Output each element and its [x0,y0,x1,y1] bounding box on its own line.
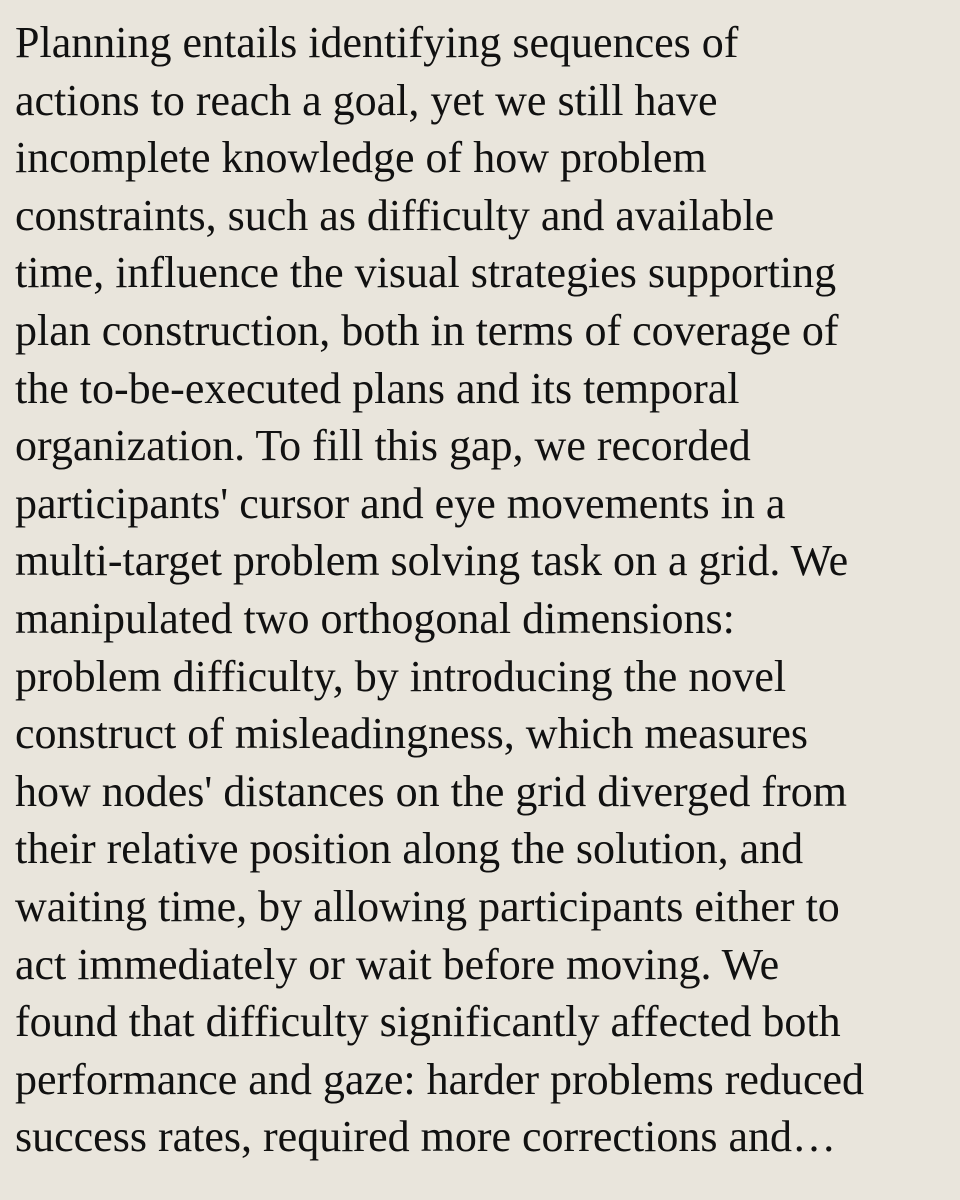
abstract-line-15: their relative position along the solution, and [15,824,804,874]
abstract-text [15,14,950,1166]
abstract-line-11: manipulated two orthogonal dimensions: [15,593,735,643]
abstract-line-14: how nodes' distances on the grid diverged from [15,766,847,816]
abstract-line-9: participants' cursor and eye movements in a [15,478,786,528]
abstract-line-8: organization. To fill this gap, we recorded [15,421,751,471]
abstract-line-4: constraints, such as difficulty and available [15,190,775,240]
abstract-line-13: construct of misleadingness, which measures [15,709,809,759]
abstract-line-6: plan construction, both in terms of coverage of [15,305,839,355]
abstract-line-5: time, influence the visual strategies supporting [15,248,837,298]
abstract-line-12: problem difficulty, by introducing the novel [15,651,787,701]
abstract-line-3: incomplete knowledge of how problem [15,133,707,183]
abstract-line-2: actions to reach a goal, yet we still have [15,75,718,125]
abstract-line-16: waiting time, by allowing participants either to [15,881,840,931]
abstract-line-7: the to-be-executed plans and its temporal [15,363,740,413]
abstract-line-19: performance and gaze: harder problems reduced [15,1054,864,1104]
abstract-line-17: act immediately or wait before moving. We [15,939,780,989]
abstract-line-10: multi-target problem solving task on a grid. We [15,536,849,586]
abstract-line-18: found that difficulty significantly affected both [15,997,841,1047]
abstract-line-20: success rates, required more corrections and… [15,1112,837,1162]
abstract-line-1: Planning entails identifying sequences of [15,18,739,67]
